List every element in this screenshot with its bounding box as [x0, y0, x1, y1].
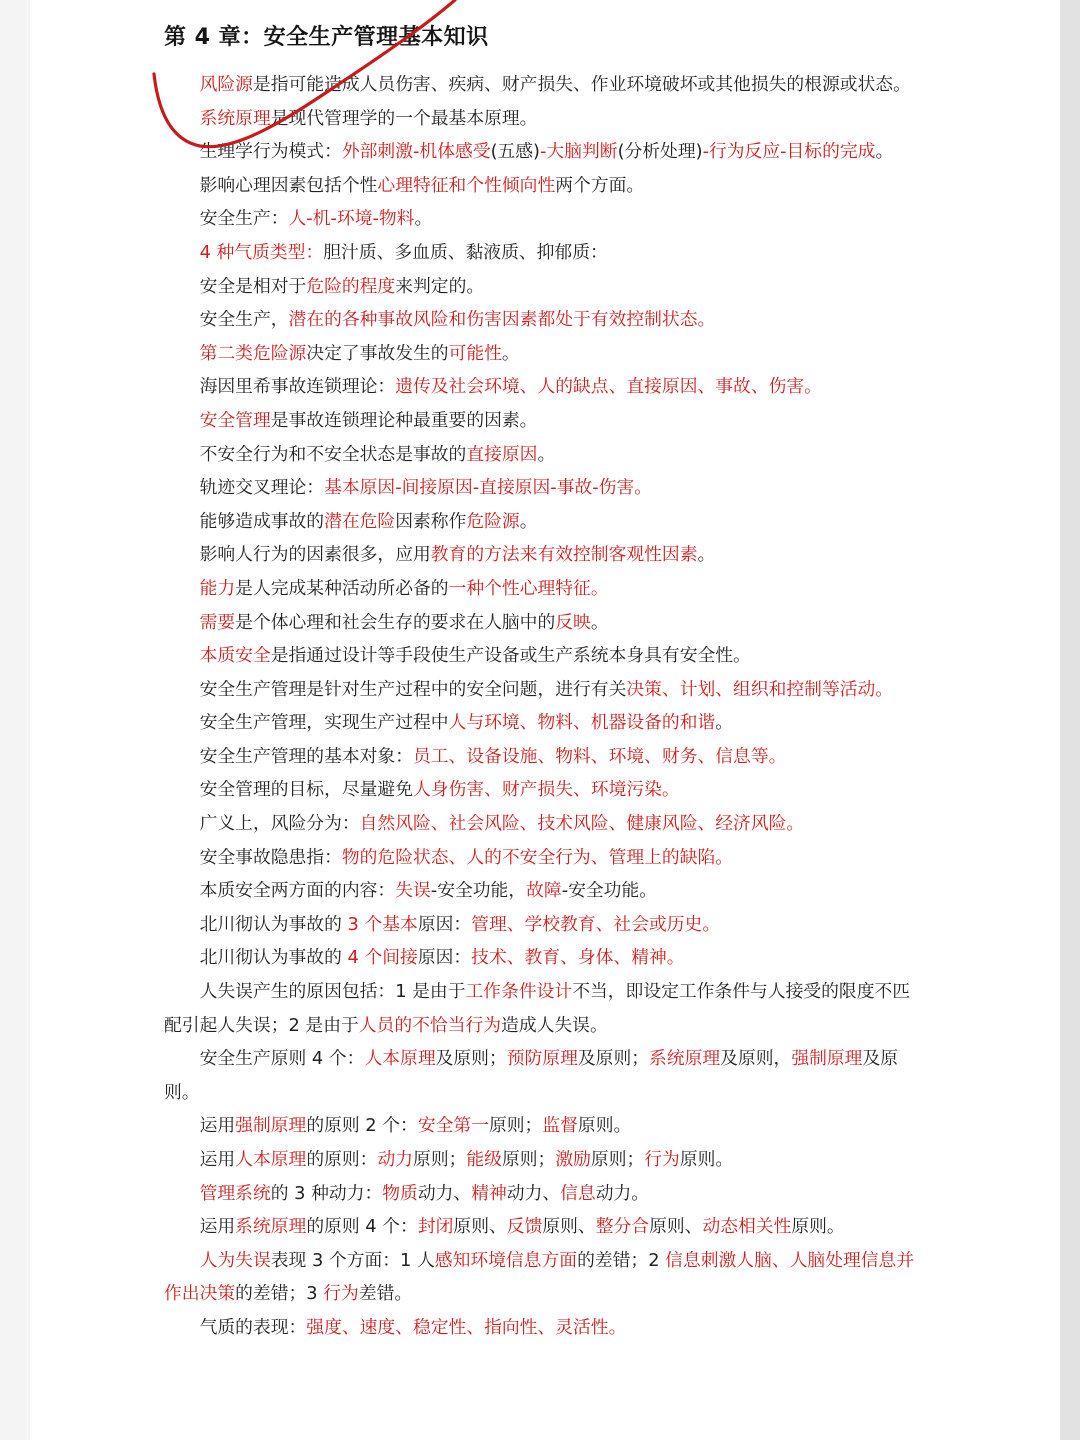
text-segment: 。 — [697, 544, 716, 566]
highlighted-text: 系统原理 — [649, 1048, 721, 1070]
text-segment: 原则。 — [791, 1216, 845, 1238]
highlighted-text: 自然风险、社会风险、技术风险、健康风险、经济风险。 — [359, 813, 805, 835]
text-segment: 的原则 4 个： — [306, 1216, 418, 1238]
highlighted-text: 封闭 — [417, 1216, 454, 1238]
highlighted-text: 人-机-环境-物料 — [288, 208, 415, 230]
text-segment: 气质的表现： — [199, 1316, 307, 1338]
text-segment: 的 3 种动力： — [270, 1182, 383, 1204]
paragraph — [164, 404, 916, 438]
text-segment: 。 — [537, 443, 556, 465]
paragraph — [164, 773, 916, 807]
paragraph — [164, 673, 916, 707]
paragraph — [164, 1210, 916, 1244]
paragraph — [164, 270, 916, 304]
paragraph — [164, 975, 916, 1042]
highlighted-text: 4 个间接 — [347, 947, 418, 969]
paragraph — [164, 941, 916, 975]
text-segment: 。 — [875, 141, 894, 163]
highlighted-text: 安全第一 — [417, 1115, 489, 1137]
text-segment: 原因： — [417, 947, 472, 969]
text-segment: 及原则。 — [164, 1048, 899, 1103]
text-segment: 因素称作 — [395, 510, 467, 532]
highlighted-text: 整分合 — [595, 1216, 650, 1238]
text-segment: 安全生产， — [199, 309, 289, 331]
highlighted-text: 人本原理 — [235, 1149, 307, 1170]
highlighted-text: 行为 — [323, 1283, 359, 1305]
highlighted-text: 动力 — [377, 1149, 414, 1170]
paragraph — [164, 438, 916, 472]
text-segment: 北川彻认为事故的 — [199, 913, 348, 935]
highlighted-text: 反映 — [555, 611, 591, 633]
text-segment: 决定了事故发生的 — [306, 342, 449, 364]
text-segment: (五感) — [490, 141, 540, 163]
highlighted-text: 安全管理 — [199, 409, 271, 431]
text-segment: 及原则， — [720, 1048, 792, 1070]
paragraph — [164, 706, 916, 740]
text-segment: 原则、 — [649, 1216, 703, 1238]
paragraph — [164, 471, 916, 505]
text-segment: 动力、 — [506, 1182, 561, 1204]
paragraph — [164, 202, 916, 236]
text-segment: 来判定的。 — [395, 275, 485, 297]
highlighted-text: 管理、学校教育、社会或历史。 — [471, 913, 721, 935]
paragraph — [164, 135, 916, 169]
text-segment: 表现 3 个方面：1 人 — [270, 1249, 435, 1271]
paragraph — [164, 606, 916, 640]
text-segment: 原则。 — [577, 1115, 632, 1137]
highlighted-text: 员工、设备设施、物料、环境、财务、信息等。 — [412, 745, 787, 767]
highlighted-text: 工作条件设计 — [465, 981, 573, 1003]
text-segment: 人失误产生的原因包括：1 是由于 — [199, 981, 466, 1003]
text-segment: 不当，即设定工作条件与人接受的限度不匹配引起人失误；2 是由于 — [164, 981, 911, 1036]
text-segment: 安全是相对于 — [199, 275, 307, 297]
highlighted-text: 基本原因-间接原因-直接原因-事故-伤害。 — [324, 477, 653, 499]
paragraph — [164, 370, 916, 404]
text-segment: 广义上，风险分为： — [199, 813, 360, 835]
highlighted-text: 大脑判断 — [546, 141, 618, 163]
highlighted-text: 本质安全 — [199, 645, 271, 667]
paragraph — [164, 1143, 916, 1177]
text-segment: 安全事故隐患指： — [199, 846, 342, 868]
highlighted-text: 预防原理 — [506, 1048, 578, 1070]
highlighted-text: 4 种气质类型： — [199, 241, 324, 263]
text-segment: 动力、 — [417, 1182, 472, 1204]
document-page — [30, 0, 1060, 1440]
paragraph — [164, 908, 916, 942]
highlighted-text: 管理系统 — [199, 1182, 271, 1204]
text-segment: 胆汁质、多血质、黏液质、抑郁质： — [323, 241, 608, 263]
paragraph — [164, 102, 916, 136]
right-margin — [1060, 0, 1080, 1440]
highlighted-text: 物的危险状态、人的不安全行为、管理上的缺陷。 — [341, 846, 734, 868]
highlighted-text: 第二类危险源 — [199, 342, 307, 364]
text-segment: 是人完成某种活动所必备的 — [235, 577, 449, 599]
highlighted-text: -行为反应-目标的完成 — [702, 141, 876, 163]
highlighted-text: - — [413, 141, 420, 163]
text-segment: 。 — [590, 611, 609, 633]
paragraph — [164, 1042, 916, 1109]
highlighted-text: 一种个性心理特征。 — [448, 577, 609, 599]
text-segment: 的差错；2 — [577, 1249, 666, 1271]
highlighted-text: 激励 — [555, 1149, 591, 1170]
text-segment: 是指可能造成人员伤害、疾病、财产损失、作业环境破坏或其他损失的根源或状态。 — [252, 74, 911, 95]
text-segment: 安全生产管理，实现生产过程中 — [199, 712, 449, 734]
text-segment: 安全生产管理是针对生产过程中的安全问题，进行有关 — [199, 678, 627, 700]
text-segment: 。 — [519, 510, 538, 532]
paragraph — [164, 337, 916, 371]
highlighted-text: 人与环境、物料、机器设备的和谐 — [448, 712, 716, 734]
chapter-title: 第 4 章：安全生产管理基本知识 — [164, 25, 489, 50]
paragraph — [164, 1311, 916, 1345]
text-segment: 及原则； — [577, 1048, 650, 1070]
text-segment: 安全生产管理的基本对象： — [199, 745, 413, 767]
highlighted-text: 机体感受 — [419, 141, 491, 163]
highlighted-text: 感知环境信息方面 — [434, 1249, 578, 1271]
highlighted-text: 故障 — [526, 880, 562, 902]
text-segment: 原则、 — [453, 1216, 507, 1238]
text-segment: 安全生产原则 4 个： — [199, 1048, 365, 1070]
highlighted-text: 潜在的各种事故风险和伤害因素都处于有效控制状态。 — [288, 309, 716, 331]
highlighted-text: 强制原理 — [235, 1115, 307, 1137]
text-segment: 是指通过设计等手段使生产设备或生产系统本身具有安全性。 — [270, 645, 751, 667]
text-segment: 原则； — [590, 1149, 645, 1170]
highlighted-text: 物质 — [382, 1182, 418, 1204]
paragraph — [164, 639, 916, 673]
highlighted-text: 人本原理 — [364, 1048, 436, 1070]
paragraph — [164, 874, 916, 908]
text-segment: 是个体心理和社会生存的要求在人脑中的 — [235, 611, 556, 633]
text-segment: 。 — [501, 342, 520, 364]
highlighted-text: 信息 — [560, 1182, 596, 1204]
highlighted-text: 系统原理 — [199, 107, 271, 129]
text-segment: 原则； — [501, 1149, 556, 1170]
highlighted-text: 可能性 — [448, 342, 502, 364]
paragraph — [164, 807, 916, 841]
highlighted-text: 能力 — [199, 577, 236, 599]
text-segment: 原则、 — [542, 1216, 596, 1238]
highlighted-text: 风险源 — [199, 74, 253, 95]
document-body — [164, 68, 916, 1345]
text-segment: -安全功能， — [430, 880, 527, 902]
paragraph — [164, 572, 916, 606]
highlighted-text: 外部刺激 — [341, 141, 413, 163]
paragraph — [164, 1177, 916, 1211]
text-segment: 原则； — [488, 1115, 543, 1137]
text-segment: 是现代管理学的一个最基本原理。 — [270, 107, 538, 129]
text-segment: 轨迹交叉理论： — [199, 477, 325, 499]
highlighted-text: 决策、计划、组织和控制等活动。 — [626, 678, 894, 700]
text-segment: 差错。 — [358, 1283, 413, 1305]
text-segment: 原因： — [417, 913, 472, 935]
highlighted-text: 心理特征和个性倾向性 — [377, 174, 556, 196]
highlighted-text: 强度、速度、稳定性、指向性、灵活性。 — [306, 1316, 627, 1338]
paragraph — [164, 841, 916, 875]
paragraph — [164, 169, 916, 203]
text-segment: 海因里希事故连锁理论： — [199, 376, 396, 398]
highlighted-text: 行为 — [644, 1149, 680, 1170]
text-segment: 原则； — [413, 1149, 467, 1170]
paragraph — [164, 303, 916, 337]
text-segment: 运用 — [199, 1149, 236, 1170]
text-segment: (分析处理) — [617, 141, 703, 163]
text-segment: 影响人行为的因素很多，应用 — [199, 544, 431, 566]
paragraph — [164, 236, 916, 270]
left-margin — [0, 0, 30, 1440]
paragraph — [164, 740, 916, 774]
text-segment: 。 — [414, 208, 433, 230]
highlighted-text: 失误 — [395, 880, 431, 902]
text-segment: 动力。 — [595, 1182, 650, 1204]
highlighted-text: 动态相关性 — [702, 1216, 792, 1238]
text-segment: 的原则： — [306, 1149, 378, 1170]
text-segment: 运用 — [199, 1216, 236, 1238]
text-segment: 安全生产： — [199, 208, 289, 230]
highlighted-text: - — [540, 141, 547, 163]
text-segment: 不安全行为和不安全状态是事故的 — [199, 443, 467, 465]
paragraph — [164, 1244, 916, 1311]
text-segment: 造成人失误。 — [501, 1014, 608, 1036]
highlighted-text: 潜在危险 — [324, 510, 396, 532]
text-segment: 本质安全两方面的内容： — [199, 880, 396, 902]
text-segment: 生理学行为模式： — [199, 141, 342, 163]
text-segment: 两个方面。 — [555, 174, 645, 196]
text-segment: -安全功能。 — [561, 880, 658, 902]
highlighted-text: 监督 — [542, 1115, 578, 1137]
highlighted-text: 反馈 — [506, 1216, 543, 1238]
paragraph — [164, 538, 916, 572]
text-segment: 及原则； — [435, 1048, 507, 1070]
highlighted-text: 危险源 — [466, 510, 520, 532]
highlighted-text: 技术、教育、身体、精神。 — [471, 947, 685, 969]
highlighted-text: 信息刺激人脑、人脑处理信息并作出决策 — [164, 1249, 915, 1305]
paragraph — [164, 1109, 916, 1143]
paragraph — [164, 505, 916, 539]
highlighted-text: 系统原理 — [235, 1216, 307, 1238]
text-segment: 。 — [715, 712, 734, 734]
highlighted-text: 3 个基本 — [347, 913, 418, 935]
text-segment: 的差错；3 — [235, 1283, 324, 1305]
text-segment: 是事故连锁理论种最重要的因素。 — [270, 409, 538, 431]
text-segment: 影响心理因素包括个性 — [199, 174, 378, 196]
highlighted-text: 需要 — [199, 611, 236, 633]
highlighted-text: 能级 — [466, 1149, 502, 1170]
highlighted-text: 危险的程度 — [306, 275, 396, 297]
paragraph — [164, 68, 916, 102]
highlighted-text: 人身伤害、财产损失、环境污染。 — [412, 779, 680, 801]
highlighted-text: 强制原理 — [791, 1048, 863, 1070]
text-segment: 原则。 — [679, 1149, 734, 1170]
text-segment: 运用 — [199, 1115, 236, 1137]
highlighted-text: 精神 — [471, 1182, 507, 1204]
highlighted-text: 教育的方法来有效控制客观性因素 — [430, 544, 698, 566]
highlighted-text: 人为失误 — [199, 1249, 271, 1271]
text-segment: 北川彻认为事故的 — [199, 947, 348, 969]
highlighted-text: 直接原因 — [466, 443, 538, 465]
highlighted-text: 遗传及社会环境、人的缺点、直接原因、事故、伤害。 — [395, 376, 822, 398]
text-segment: 能够造成事故的 — [199, 510, 325, 532]
text-segment: 的原则 2 个： — [306, 1115, 418, 1137]
highlighted-text: 人员的不恰当行为 — [358, 1014, 502, 1036]
text-segment: 安全管理的目标，尽量避免 — [199, 779, 413, 801]
